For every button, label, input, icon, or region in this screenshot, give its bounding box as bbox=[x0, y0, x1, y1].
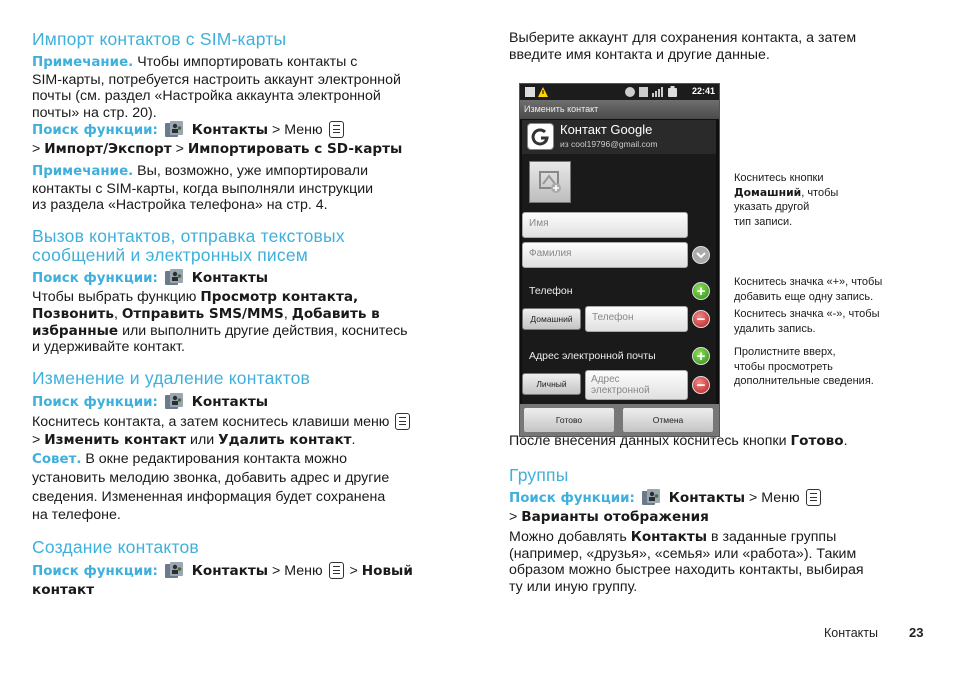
callout-text: тип записи. bbox=[734, 215, 793, 228]
contacts-icon bbox=[164, 392, 184, 410]
title-line: Вызов контактов, отправка текстовых bbox=[32, 226, 345, 246]
callout-text: удалить запись. bbox=[734, 322, 816, 335]
note-label: Примечание. bbox=[32, 55, 134, 70]
account-email: из cool19796@gmail.com bbox=[560, 139, 658, 149]
path-separator: > bbox=[32, 432, 45, 448]
tip-text: установить мелодию звонка, добавить адрес и другие bbox=[32, 470, 390, 487]
contacts-icon bbox=[164, 120, 184, 138]
tip-label: Совет. bbox=[32, 452, 82, 467]
status-right-icons bbox=[624, 86, 686, 100]
path-separator: > bbox=[509, 509, 522, 525]
done-button[interactable]: Готово bbox=[523, 407, 615, 433]
note-text: SIM-карты, потребуется настроить аккаунт электронной bbox=[32, 71, 401, 88]
email-type-button[interactable]: Личный bbox=[522, 373, 581, 395]
callout-plus bbox=[734, 275, 882, 304]
body-text: . bbox=[351, 432, 356, 448]
path-new-contact: Новый bbox=[361, 563, 413, 579]
body-text: , bbox=[113, 305, 122, 322]
contacts-label: Контакты bbox=[191, 394, 269, 410]
contacts-icon bbox=[164, 561, 184, 579]
menu-label: > Меню bbox=[268, 563, 327, 579]
email-placeholder: электронной bbox=[591, 385, 650, 396]
intro-text bbox=[509, 30, 929, 63]
callout-text: указать другой bbox=[734, 201, 810, 213]
phone-type-button[interactable]: Домашний bbox=[522, 308, 581, 330]
section-title-create: Создание контактов bbox=[32, 537, 199, 557]
status-time: 22:41 bbox=[691, 86, 715, 96]
call-body bbox=[32, 289, 452, 356]
chevron-down-icon bbox=[693, 247, 709, 263]
plus-icon[interactable]: + bbox=[692, 282, 710, 300]
photo-icon[interactable] bbox=[529, 161, 571, 203]
callout-text: Пролистните вверх, bbox=[734, 346, 836, 358]
contacts-label: Контакты bbox=[191, 270, 269, 286]
groups-body bbox=[509, 529, 929, 595]
edit-find-feature bbox=[32, 392, 452, 412]
google-icon bbox=[527, 123, 554, 150]
expand-name-button[interactable] bbox=[692, 246, 710, 264]
find-feature-label: Поиск функции: bbox=[509, 491, 635, 506]
body-text: , bbox=[283, 305, 292, 322]
after-text bbox=[509, 433, 929, 450]
callout-bold: Домашний bbox=[734, 185, 802, 199]
body-text: Чтобы выбрать функцию bbox=[32, 289, 201, 305]
find-feature-label: Поиск функции: bbox=[32, 564, 158, 579]
body-text: и удерживайте контакт. bbox=[32, 339, 185, 356]
body-text: или bbox=[186, 432, 219, 448]
action-call: Позвонить bbox=[32, 305, 114, 322]
callout-type bbox=[734, 171, 838, 229]
callout-text: чтобы просмотреть bbox=[734, 360, 833, 373]
find-feature-label: Поиск функции: bbox=[32, 395, 158, 410]
path-new-contact: контакт bbox=[32, 582, 95, 598]
body-text: или выполнить другие действия, коснитесь bbox=[118, 322, 408, 339]
contacts-label: Контакты bbox=[668, 490, 746, 506]
body-text: в заданные группы bbox=[707, 529, 837, 545]
body-text: После внесения данных коснитесь кнопки bbox=[509, 433, 791, 449]
cancel-button[interactable]: Отмена bbox=[622, 407, 714, 433]
callout-text: добавить еще одну запись. bbox=[734, 290, 874, 303]
note-text: почты» на стр. 20). bbox=[32, 104, 157, 121]
page-number: 23 bbox=[909, 625, 924, 640]
edit-tip bbox=[32, 450, 452, 524]
note-text: контакты с SIM-карты, когда выполняли инструкции bbox=[32, 180, 374, 197]
menu-key-icon bbox=[329, 121, 344, 138]
account-row[interactable] bbox=[522, 120, 716, 154]
callout-minus bbox=[734, 307, 880, 336]
note-text: Чтобы импортировать контакты с bbox=[137, 54, 358, 70]
action-favorites: Добавить в bbox=[291, 305, 380, 322]
status-bar bbox=[520, 84, 719, 100]
tip-text: В окне редактирования контакта можно bbox=[81, 451, 347, 467]
done-label: Готово bbox=[790, 433, 844, 449]
tip-text: на телефоне. bbox=[32, 506, 121, 523]
path-separator: > bbox=[345, 563, 362, 579]
section-title-import: Импорт контактов с SIM-карты bbox=[32, 29, 287, 49]
contacts-label: Контакты bbox=[191, 122, 269, 138]
minus-icon[interactable]: − bbox=[692, 310, 710, 328]
find-feature-label: Поиск функции: bbox=[32, 123, 158, 138]
phone-field[interactable]: Телефон bbox=[585, 306, 688, 332]
first-name-field[interactable]: Имя bbox=[522, 212, 688, 238]
find-feature-label: Поиск функции: bbox=[32, 271, 158, 286]
callout-text: Коснитесь кнопки bbox=[734, 172, 824, 184]
callout-scroll bbox=[734, 345, 874, 389]
path-display-options: Варианты отображения bbox=[521, 509, 709, 525]
menu-key-icon bbox=[329, 562, 344, 579]
edit-body bbox=[32, 413, 452, 449]
body-text: . bbox=[843, 433, 848, 449]
callout-text: Коснитесь значка «-», чтобы bbox=[734, 308, 880, 320]
note-label: Примечание. bbox=[32, 164, 134, 179]
import-find-feature bbox=[32, 120, 452, 159]
groups-find-feature bbox=[509, 488, 929, 527]
path-separator: > bbox=[171, 141, 188, 157]
call-find-feature bbox=[32, 268, 452, 288]
action-view-contact: Просмотр контакта, bbox=[200, 289, 359, 305]
screen-title: Изменить контакт bbox=[520, 100, 719, 119]
title-line: сообщений и электронных писем bbox=[32, 245, 308, 265]
note-text: из раздела «Настройка телефона» на стр. 4. bbox=[32, 197, 328, 213]
section-title-groups: Группы bbox=[509, 465, 569, 485]
last-name-field[interactable]: Фамилия bbox=[522, 242, 688, 268]
body-text: (например, «друзья», «семья» или «работа»). Таким bbox=[509, 545, 857, 562]
action-sms: Отправить SMS/MMS bbox=[121, 305, 284, 322]
contacts-label: Контакты bbox=[630, 529, 708, 545]
section-title-edit: Изменение и удаление контактов bbox=[32, 368, 311, 388]
footer-section: Контакты bbox=[824, 626, 878, 640]
menu-key-icon bbox=[395, 413, 410, 430]
path-separator: > bbox=[32, 141, 45, 157]
phone-screenshot bbox=[519, 83, 720, 437]
path-import-export: Импорт/Экспорт bbox=[44, 141, 172, 157]
path-import-sd: Импортировать с SD-карты bbox=[187, 141, 403, 157]
email-placeholder: Адрес bbox=[591, 374, 620, 385]
body-text: введите имя контакта и другие данные. bbox=[509, 46, 770, 63]
action-edit-contact: Изменить контакт bbox=[44, 432, 187, 448]
action-favorites: избранные bbox=[32, 322, 119, 339]
import-note-2 bbox=[32, 163, 452, 214]
minus-icon[interactable]: − bbox=[692, 376, 710, 394]
bottom-bar bbox=[520, 404, 719, 436]
callout-text: Коснитесь значка «+», чтобы bbox=[734, 276, 883, 288]
action-delete-contact: Удалить контакт bbox=[218, 432, 352, 448]
contacts-icon bbox=[164, 268, 184, 286]
import-note bbox=[32, 54, 452, 121]
phone-label: Телефон bbox=[529, 285, 573, 297]
tip-text: сведения. Измененная информация будет сохранена bbox=[32, 488, 386, 505]
body-text: ту или иную группу. bbox=[509, 578, 638, 595]
status-icons bbox=[524, 86, 554, 100]
menu-label: > Меню bbox=[268, 122, 327, 138]
create-find-feature bbox=[32, 561, 452, 599]
email-field[interactable] bbox=[585, 370, 688, 400]
callout-text: дополнительные сведения. bbox=[734, 375, 874, 387]
callout-text: , чтобы bbox=[801, 186, 839, 199]
note-text: почты (см. раздел «Настройка аккаунта электронной bbox=[32, 88, 381, 104]
contacts-icon bbox=[641, 488, 661, 506]
account-name: Контакт Google bbox=[560, 122, 653, 137]
edit-panel bbox=[522, 120, 716, 404]
body-text: образом можно быстрее находить контакты, выбирая bbox=[509, 562, 864, 578]
plus-icon[interactable]: + bbox=[692, 347, 710, 365]
menu-key-icon bbox=[806, 489, 821, 506]
body-text: Выберите аккаунт для сохранения контакта, а затем bbox=[509, 30, 857, 46]
menu-label: > Меню bbox=[745, 490, 804, 506]
body-text: Можно добавлять bbox=[509, 529, 631, 545]
body-text: Коснитесь контакта, а затем коснитесь клавиши меню bbox=[32, 414, 390, 430]
email-label: Адрес электронной почты bbox=[529, 350, 656, 362]
note-text: Вы, возможно, уже импортировали bbox=[133, 163, 368, 179]
contacts-label: Контакты bbox=[191, 563, 269, 579]
section-title-call bbox=[32, 227, 345, 265]
